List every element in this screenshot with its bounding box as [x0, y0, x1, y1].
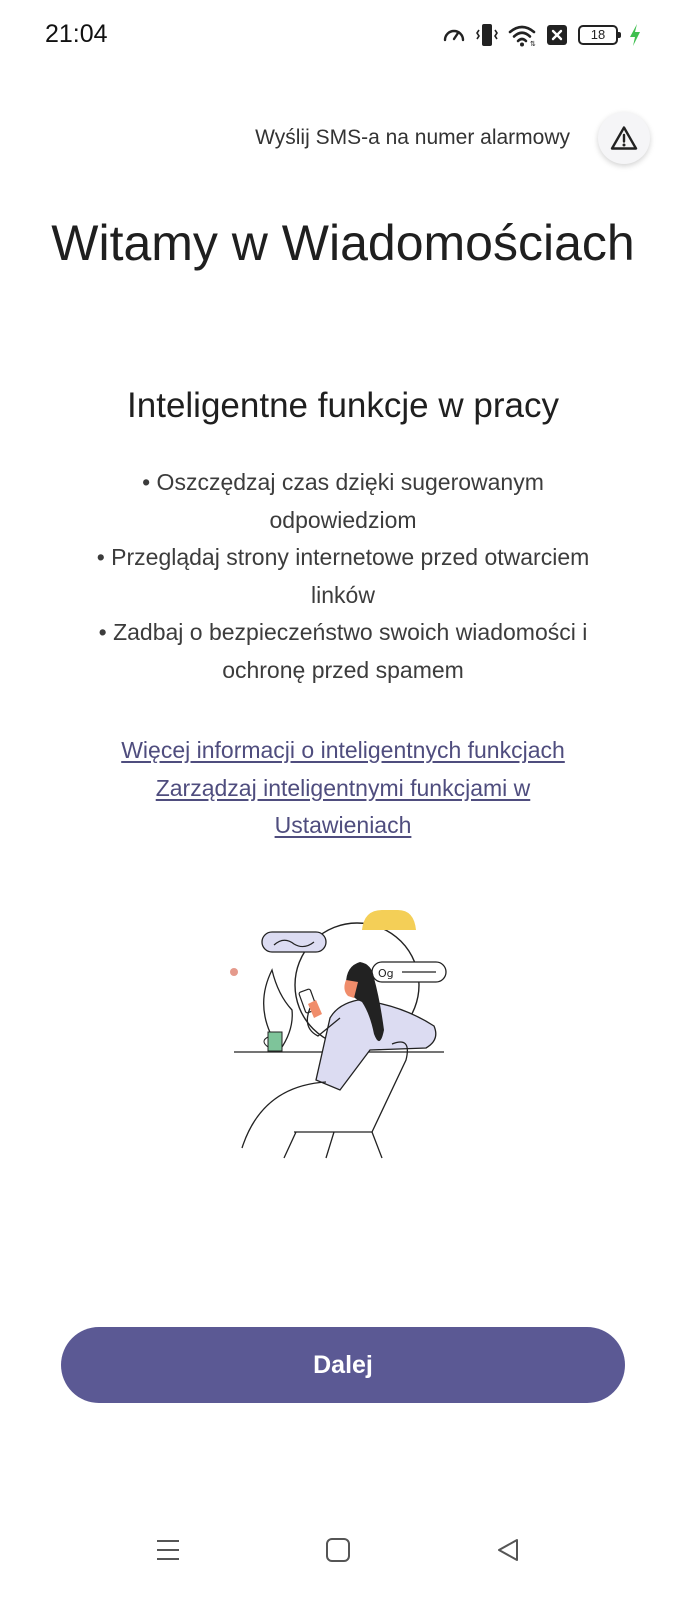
svg-text:⇅: ⇅	[530, 40, 536, 47]
illustration-mug	[268, 1032, 282, 1051]
welcome-title: Witamy w Wiadomościach	[51, 215, 635, 271]
vibrate-icon	[476, 22, 498, 48]
emergency-sms-label[interactable]: Wyślij SMS-a na numer alarmowy	[255, 126, 570, 149]
warning-triangle-icon	[610, 125, 638, 151]
illustration-yellow-chip	[362, 910, 416, 930]
feature-item: • Przeglądaj strony internetowe przed otwarciem linków	[96, 544, 590, 608]
battery-level: 18	[590, 27, 606, 42]
status-time: 21:04	[45, 20, 108, 48]
battery-icon	[578, 25, 618, 45]
speed-icon	[442, 23, 466, 47]
svg-text:Og: Og	[378, 967, 394, 980]
emergency-sms-button[interactable]	[598, 112, 650, 164]
next-button[interactable]: Dalej	[61, 1327, 625, 1403]
info-links	[93, 732, 593, 845]
nav-home-button[interactable]	[308, 1520, 368, 1580]
illustration-chat-bubble	[262, 932, 326, 952]
wifi-icon	[508, 23, 536, 47]
feature-list	[93, 464, 593, 689]
status-icons	[442, 20, 642, 50]
status-bar	[0, 0, 686, 70]
emergency-sms-row	[255, 112, 650, 164]
navigation-bar	[0, 1520, 686, 1600]
feature-item: • Zadbaj o bezpieczeństwo swoich wiadomości i ochronę przed spamem	[98, 619, 588, 683]
notification-x-icon	[546, 24, 568, 46]
home-icon	[325, 1537, 351, 1563]
nav-menu-button[interactable]	[138, 1520, 198, 1580]
welcome-illustration	[222, 900, 462, 1170]
feature-item: • Oszczędzaj czas dzięki sugerowanym odpowiedziom	[142, 469, 544, 533]
welcome-subtitle: Inteligentne funkcje w pracy	[127, 386, 559, 425]
charging-icon	[628, 23, 642, 47]
more-info-link[interactable]: Więcej informacji o inteligentnych funkcjach	[121, 737, 565, 763]
manage-settings-link[interactable]: Zarządzaj inteligentnymi funkcjami w Ustawieniach	[155, 774, 531, 838]
menu-icon	[155, 1538, 181, 1562]
back-icon	[495, 1537, 521, 1563]
illustration-dot	[230, 968, 238, 976]
nav-back-button[interactable]	[478, 1520, 538, 1580]
